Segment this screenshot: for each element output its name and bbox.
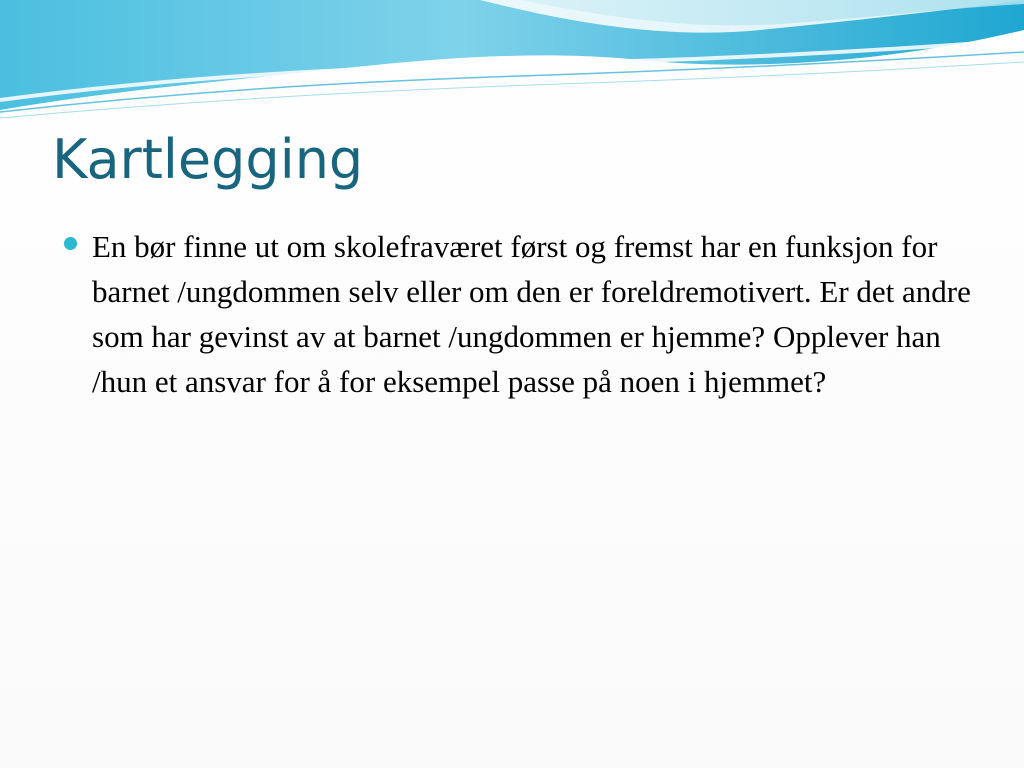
list-item [62,224,972,404]
bullet-text: En bør finne ut om skolefraværet først og fremst har en funksjon for barnet /ungdommen selv eller om den er foreldremotivert. Er det andre som har gevinst av at barnet /ungdommen er hjemme? Opplever han /hun et ansvar for å for eksempel passe på noen i hjemmet? [92,229,971,399]
wave-decoration [0,0,1024,130]
round-bullet-icon [64,237,77,250]
slide-content [62,224,972,404]
bullet-list [62,224,972,404]
slide-title: Kartlegging [52,128,364,191]
